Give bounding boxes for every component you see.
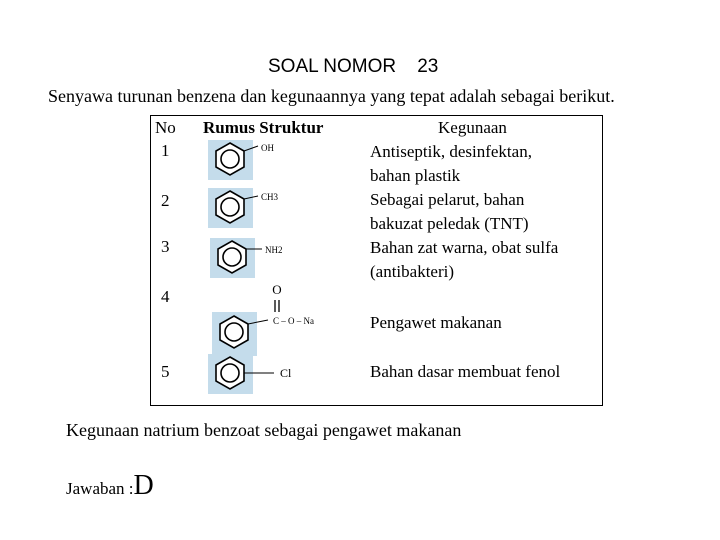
- row-number-1: 1: [161, 141, 170, 160]
- benzene-ring-icon: [218, 241, 246, 273]
- substituent-label: OH: [261, 143, 274, 153]
- usage-line-6: (antibakteri): [370, 262, 455, 281]
- substituent-label: Cl: [280, 366, 292, 380]
- structure-aniline: [210, 236, 320, 280]
- row-number-3: 3: [161, 237, 170, 256]
- header-usage: Kegunaan: [438, 118, 507, 137]
- structure-chlorobenzene: [208, 352, 318, 396]
- page-title: SOAL NOMOR 23: [268, 56, 439, 77]
- header-no: No: [155, 118, 176, 137]
- substituent-label: NH2: [265, 245, 283, 255]
- structure-phenol: [208, 138, 318, 182]
- row-number-2: 2: [161, 191, 170, 210]
- usage-line-3: Sebagai pelarut, bahan: [370, 190, 525, 209]
- explanation-text: Kegunaan natrium benzoat sebagai pengawet makanan: [66, 420, 462, 440]
- usage-line-2: bahan plastik: [370, 166, 461, 185]
- usage-line-1: Antiseptik, desinfektan,: [370, 142, 532, 161]
- row-number-4: 4: [161, 287, 170, 306]
- header-structure: Rumus Struktur: [203, 118, 324, 137]
- benzene-ring-icon: [216, 191, 244, 223]
- carbonyl-oxygen-label: O: [272, 282, 282, 297]
- substituent-label: CH3: [261, 192, 279, 202]
- question-text: Senyawa turunan benzena dan kegunaannya yang tepat adalah sebagai berikut.: [48, 86, 615, 106]
- usage-line-4: bakuzat peledak (TNT): [370, 214, 529, 233]
- answer-label: Jawaban :: [66, 479, 134, 498]
- usage-line-7: Pengawet makanan: [370, 313, 502, 332]
- answer-value: D: [133, 470, 154, 501]
- row-number-5: 5: [161, 362, 170, 381]
- usage-line-5: Bahan zat warna, obat sulfa: [370, 238, 559, 257]
- substituent-label: C – O – Na: [273, 316, 314, 326]
- benzene-ring-icon: [220, 316, 248, 348]
- benzene-ring-icon: [216, 143, 244, 175]
- structure-toluene: [208, 186, 318, 230]
- benzene-ring-icon: [216, 357, 244, 389]
- usage-line-8: Bahan dasar membuat fenol: [370, 362, 561, 381]
- structure-sodium-benzoate: [212, 280, 362, 360]
- answer-line: [66, 470, 154, 502]
